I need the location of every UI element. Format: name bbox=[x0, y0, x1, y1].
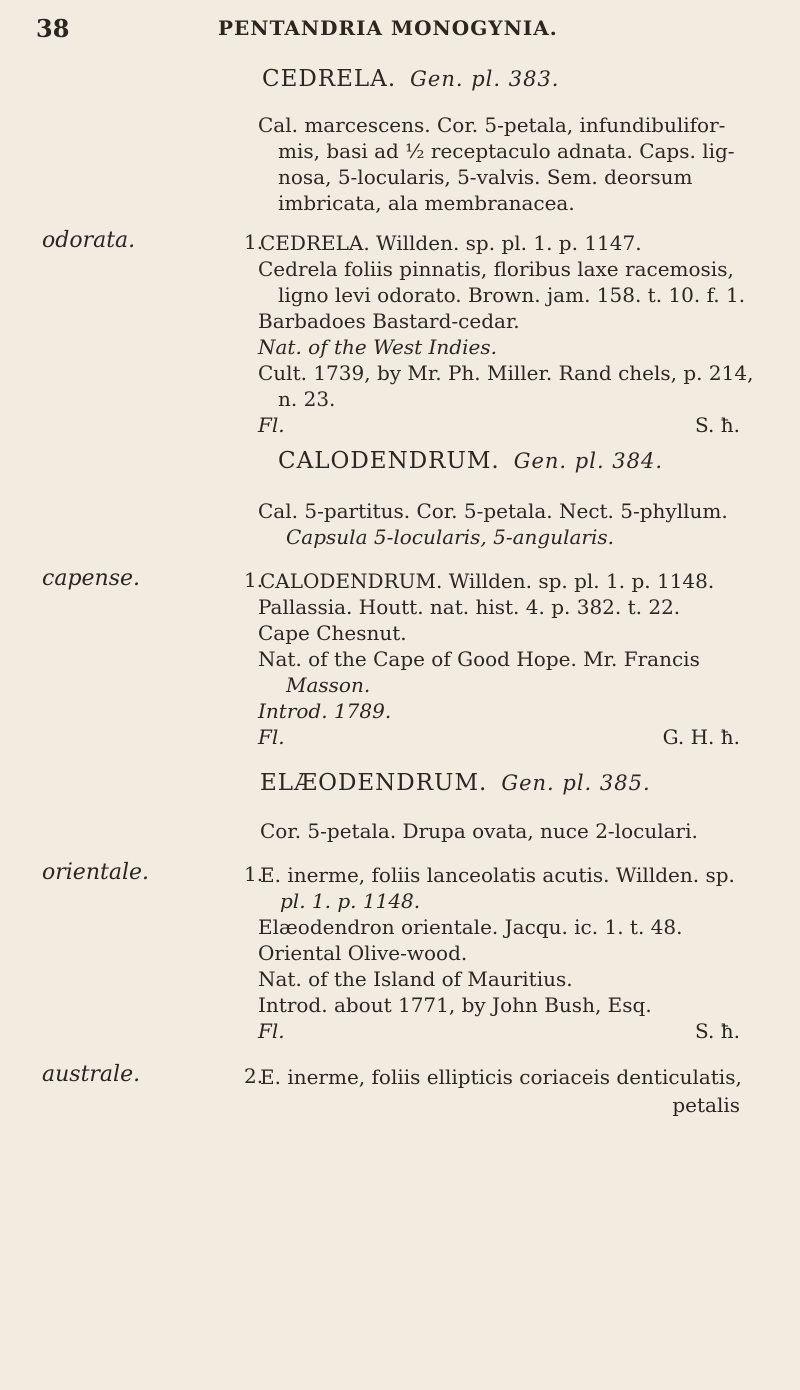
catchword: petalis bbox=[672, 1093, 740, 1117]
species-line: Nat. of the Island of Mauritius. bbox=[258, 967, 573, 991]
habit-symbol: S. ħ. bbox=[695, 413, 740, 437]
genus-description-line: Cal. 5-partitus. Cor. 5-petala. Nect. 5-phyllum. bbox=[258, 499, 728, 523]
genus-reference: Gen. pl. 383. bbox=[410, 67, 560, 91]
flowering-label: Fl. bbox=[258, 413, 285, 437]
species-number: 2. bbox=[244, 1064, 264, 1088]
species-line: E. inerme, foliis ellipticis coriaceis denticulatis, bbox=[260, 1065, 742, 1089]
species-line: Pallassia. Houtt. nat. hist. 4. p. 382. t. 22. bbox=[258, 595, 681, 619]
species-side-name: orientale. bbox=[42, 860, 149, 885]
genus-name: CEDRELA. bbox=[262, 66, 397, 92]
genus-reference: Gen. pl. 385. bbox=[501, 771, 651, 795]
species-side-name: australe. bbox=[42, 1062, 141, 1087]
species-line: Cedrela foliis pinnatis, floribus laxe racemosis, bbox=[258, 257, 734, 281]
running-head: PENTANDRIA MONOGYNIA. bbox=[218, 16, 558, 40]
species-line: Cult. 1739, by Mr. Ph. Miller. Rand chels, p. 214, bbox=[258, 361, 754, 385]
species-line: Nat. of the West Indies. bbox=[258, 335, 497, 359]
species-line: CEDRELA. Willden. sp. pl. 1. p. 1147. bbox=[260, 231, 642, 255]
habit-symbol: S. ħ. bbox=[695, 1019, 740, 1043]
species-number: 1. bbox=[244, 230, 264, 254]
genus-reference: Gen. pl. 384. bbox=[513, 449, 664, 473]
genus-description-line: mis, basi ad ½ receptaculo adnata. Caps. lig- bbox=[278, 139, 735, 163]
flowering-label: Fl. bbox=[258, 1019, 285, 1043]
species-side-name: capense. bbox=[42, 566, 141, 591]
species-line: n. 23. bbox=[278, 387, 336, 411]
species-line: Introd. about 1771, by John Bush, Esq. bbox=[258, 993, 652, 1017]
species-line: Cape Chesnut. bbox=[258, 621, 407, 645]
species-line: Barbadoes Bastard-cedar. bbox=[258, 309, 520, 333]
genus-description-line: Cor. 5-petala. Drupa ovata, nuce 2-loculari. bbox=[260, 819, 698, 843]
page-number: 38 bbox=[36, 14, 70, 43]
species-line: Introd. 1789. bbox=[258, 699, 392, 723]
species-line: pl. 1. p. 1148. bbox=[280, 889, 421, 913]
genus-description-line: imbricata, ala membranacea. bbox=[278, 191, 575, 215]
species-number: 1. bbox=[244, 862, 264, 886]
genus-heading-calodendrum bbox=[278, 448, 663, 474]
genus-heading-elaeodendrum bbox=[260, 770, 651, 796]
genus-heading-cedrela bbox=[262, 66, 560, 92]
genus-name: CALODENDRUM. bbox=[278, 448, 500, 474]
species-side-name: odorata. bbox=[42, 228, 136, 253]
species-line: CALODENDRUM. Willden. sp. pl. 1. p. 1148. bbox=[260, 569, 715, 593]
genus-description-line: Cal. marcescens. Cor. 5-petala, infundibulifor- bbox=[258, 113, 726, 137]
species-number: 1. bbox=[244, 568, 264, 592]
flowering-label: Fl. bbox=[258, 725, 285, 749]
species-line: ligno levi odorato. Brown. jam. 158. t. 10. f. 1. bbox=[278, 283, 746, 307]
genus-description-line: nosa, 5-locularis, 5-valvis. Sem. deorsum bbox=[278, 165, 693, 189]
species-line: Elæodendron orientale. Jacqu. ic. 1. t. 48. bbox=[258, 915, 683, 939]
genus-description-line: Capsula 5-locularis, 5-angularis. bbox=[286, 525, 614, 549]
species-line: Masson. bbox=[286, 673, 371, 697]
habit-symbol: G. H. ħ. bbox=[662, 725, 740, 749]
species-line: Oriental Olive-wood. bbox=[258, 941, 468, 965]
species-line: Nat. of the Cape of Good Hope. Mr. Francis bbox=[258, 647, 700, 671]
genus-name: ELÆODENDRUM. bbox=[260, 770, 488, 796]
species-line: E. inerme, foliis lanceolatis acutis. Willden. sp. bbox=[260, 863, 735, 887]
